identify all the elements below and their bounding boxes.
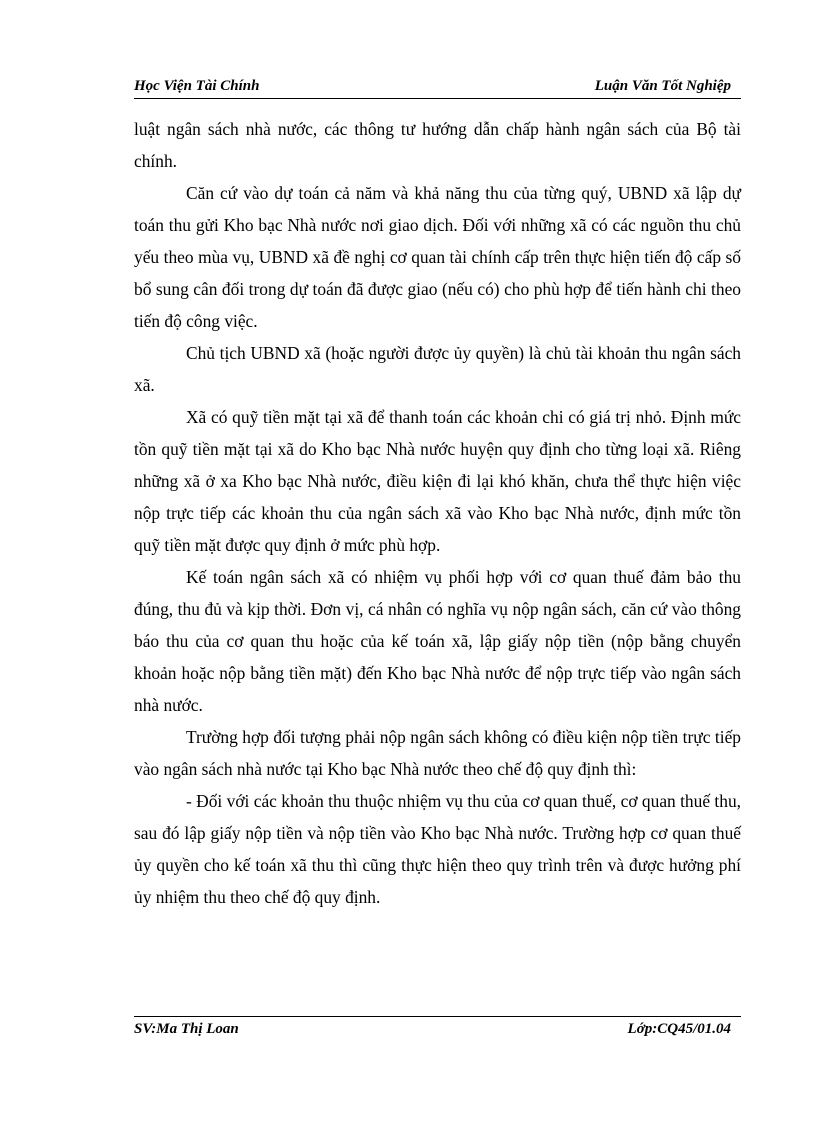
paragraph-list-item: - Đối với các khoản thu thuộc nhiệm vụ thu của cơ quan thuế, cơ quan thuế thu, sau đó lập giấy nộp tiền và nộp tiền vào Kho bạc Nhà nước. Trường hợp cơ quan thuế ủy quyền cho kế toán xã thu thì cũng thực hiện theo quy trình trên và được hưởng phí ủy nhiệm thu theo chế độ quy định.	[134, 791, 741, 907]
paragraph: Kế toán ngân sách xã có nhiệm vụ phối hợp với cơ quan thuế đảm bảo thu đúng, thu đủ và kịp thời. Đơn vị, cá nhân có nghĩa vụ nộp ngân sách, căn cứ vào thông báo thu của cơ quan thu hoặc của kế toán xã, lập giấy nộp tiền (nộp bằng chuyển khoản hoặc nộp bằng tiền mặt) đến Kho bạc Nhà nước để nộp trực tiếp vào ngân sách nhà nước.	[134, 567, 741, 715]
header-document-type: Luận Văn Tốt Nghiệp	[594, 78, 731, 94]
page-body	[134, 113, 741, 913]
paragraph: Chủ tịch UBND xã (hoặc người được ủy quyền) là chủ tài khoản thu ngân sách xã.	[134, 343, 741, 395]
header-institution: Học Viện Tài Chính	[134, 78, 260, 94]
footer-student-name: SV:Ma Thị Loan	[134, 1021, 239, 1037]
page-header	[134, 78, 741, 99]
paragraph: Trường hợp đối tượng phải nộp ngân sách không có điều kiện nộp tiền trực tiếp vào ngân sách nhà nước tại Kho bạc Nhà nước theo chế độ quy định thì:	[134, 727, 741, 779]
paragraph: Căn cứ vào dự toán cả năm và khả năng thu của từng quý, UBND xã lập dự toán thu gửi Kho bạc Nhà nước nơi giao dịch. Đối với những xã có các nguồn thu chủ yếu theo mùa vụ, UBND xã đề nghị cơ quan tài chính cấp trên thực hiện tiến độ cấp số bổ sung cân đối trong dự toán đã được giao (nếu có) cho phù hợp để tiến hành chi theo tiến độ công việc.	[134, 183, 741, 331]
paragraph-continuation: luật ngân sách nhà nước, các thông tư hướng dẫn chấp hành ngân sách của Bộ tài chính.	[134, 119, 741, 171]
footer-class-code: Lớp:CQ45/01.04	[627, 1021, 731, 1037]
paragraph: Xã có quỹ tiền mặt tại xã để thanh toán các khoản chi có giá trị nhỏ. Định mức tồn quỹ tiền mặt tại xã do Kho bạc Nhà nước huyện quy định cho từng loại xã. Riêng những xã ở xa Kho bạc Nhà nước, điều kiện đi lại khó khăn, chưa thể thực hiện việc nộp trực tiếp các khoản thu của ngân sách xã vào Kho bạc Nhà nước, định mức tồn quỹ tiền mặt được quy định ở mức phù hợp.	[134, 407, 741, 555]
page-footer	[134, 1016, 741, 1042]
